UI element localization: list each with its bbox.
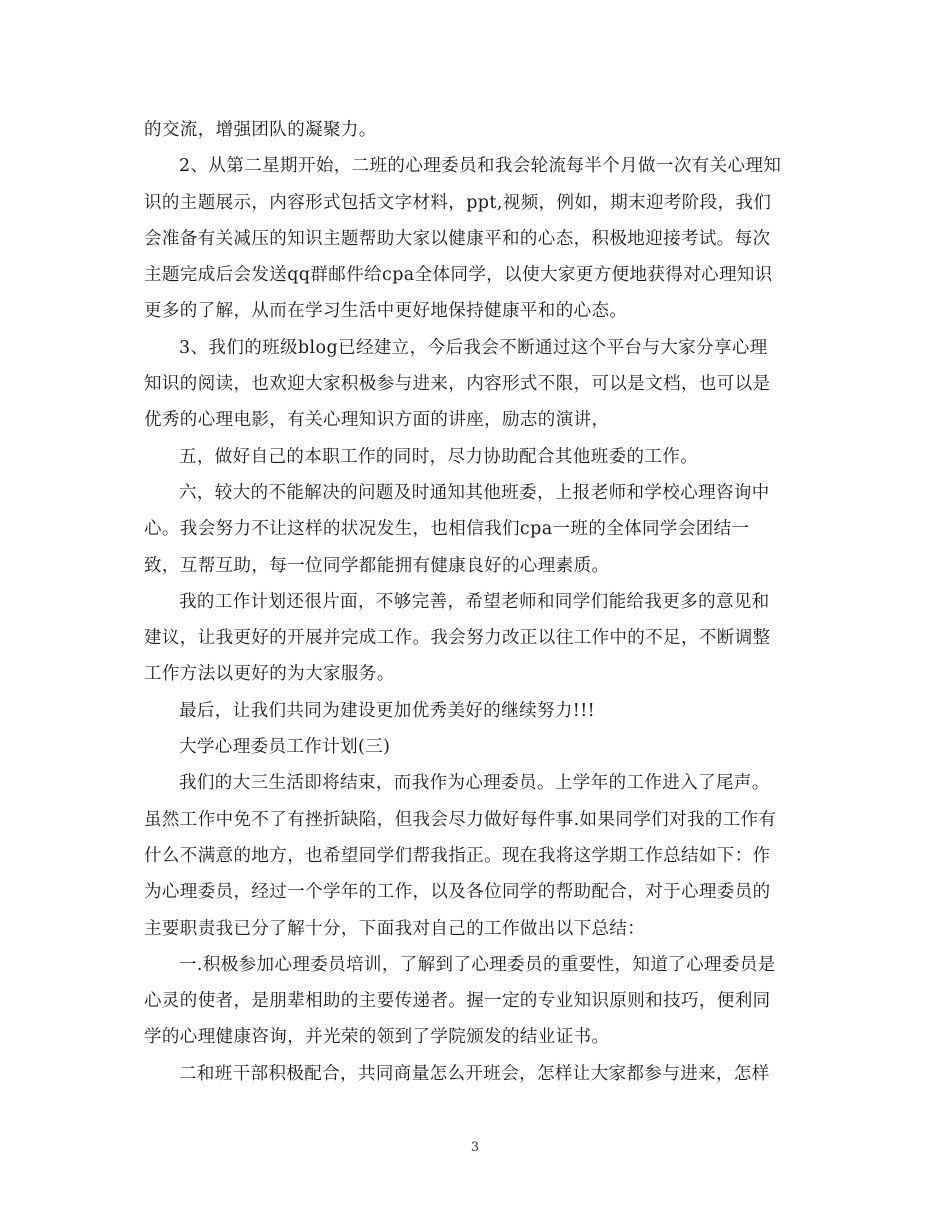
document-body xyxy=(144,112,806,1092)
text-line: 识的主题展示，内容形式包括文字材料，ppt,视频，例如，期末迎考阶段，我们 xyxy=(144,192,772,213)
text-line: 建议，让我更好的开展并完成工作。我会努力改正以往工作中的不足，不断调整 xyxy=(144,628,771,649)
text-line: 2、从第二星期开始，二班的心理委员和我会轮流每半个月做一次有关心理知 xyxy=(179,156,782,177)
text-line: 致，互帮互助，每一位同学都能拥有健康良好的心理素质。 xyxy=(144,555,610,576)
text-line: 知识的阅读，也欢迎大家积极参与进来，内容形式不限，可以是文档，也可以是 xyxy=(144,374,771,395)
text-line: 六，较大的不能解决的问题及时通知其他班委，上报老师和学校心理咨询中 xyxy=(179,482,770,503)
text-line: 二和班干部积极配合，共同商量怎么开班会，怎样让大家都参与进来，怎样 xyxy=(179,1063,770,1084)
text-line: 优秀的心理电影，有关心理知识方面的讲座，励志的演讲， xyxy=(144,410,610,431)
page-number: 3 xyxy=(470,1140,480,1155)
text-line: 心。我会努力不让这样的状况发生，也相信我们cpa一班的全体同学会团结一 xyxy=(144,519,750,540)
text-line: 一.积极参加心理委员培训，了解到了心理委员的重要性，知道了心理委员是 xyxy=(179,954,776,975)
text-line: 学的心理健康咨询，并光荣的领到了学院颁发的结业证书。 xyxy=(144,1027,610,1048)
text-line: 五，做好自己的本职工作的同时，尽力协助配合其他班委的工作。 xyxy=(179,446,699,467)
text-line: 3、我们的班级blog已经建立，今后我会不断通过这个平台与大家分享心理 xyxy=(179,337,768,358)
text-line: 的交流，增强团队的凝聚力。 xyxy=(144,120,377,140)
text-line: 虽然工作中免不了有挫折缺陷，但我会尽力做好每件事.如果同学们对我的工作有 xyxy=(144,809,777,830)
text-line: 工作方法以更好的为大家服务。 xyxy=(144,664,395,685)
text-line: 主题完成后会发送qq群邮件给cpa全体同学，以使大家更方便地获得对心理知识 xyxy=(144,265,773,286)
text-line: 我们的大三生活即将结束，而我作为心理委员。上学年的工作进入了尾声。 xyxy=(179,773,770,794)
text-line: 为心理委员，经过一个学年的工作，以及各位同学的帮助配合，对于心理委员的 xyxy=(144,882,771,903)
text-line: 什么不满意的地方，也希望同学们帮我指正。现在我将这学期工作总结如下：作 xyxy=(144,845,771,866)
text-line: 大学心理委员工作计划(三) xyxy=(179,737,391,758)
text-line: 主要职责我已分了解十分，下面我对自己的工作做出以下总结： xyxy=(144,918,646,939)
text-line: 更多的了解，从而在学习生活中更好地保持健康平和的心态。 xyxy=(144,301,628,322)
text-line: 我的工作计划还很片面，不够完善，希望老师和同学们能给我更多的意见和 xyxy=(179,591,770,612)
text-line: 最后，让我们共同为建设更加优秀美好的继续努力!!! xyxy=(179,700,596,721)
text-line: 会准备有关减压的知识主题帮助大家以健康平和的心态，积极地迎接考试。每次 xyxy=(144,228,771,249)
text-line: 心灵的使者，是朋辈相助的主要传递者。握一定的专业知识原则和技巧，便利同 xyxy=(144,991,771,1012)
